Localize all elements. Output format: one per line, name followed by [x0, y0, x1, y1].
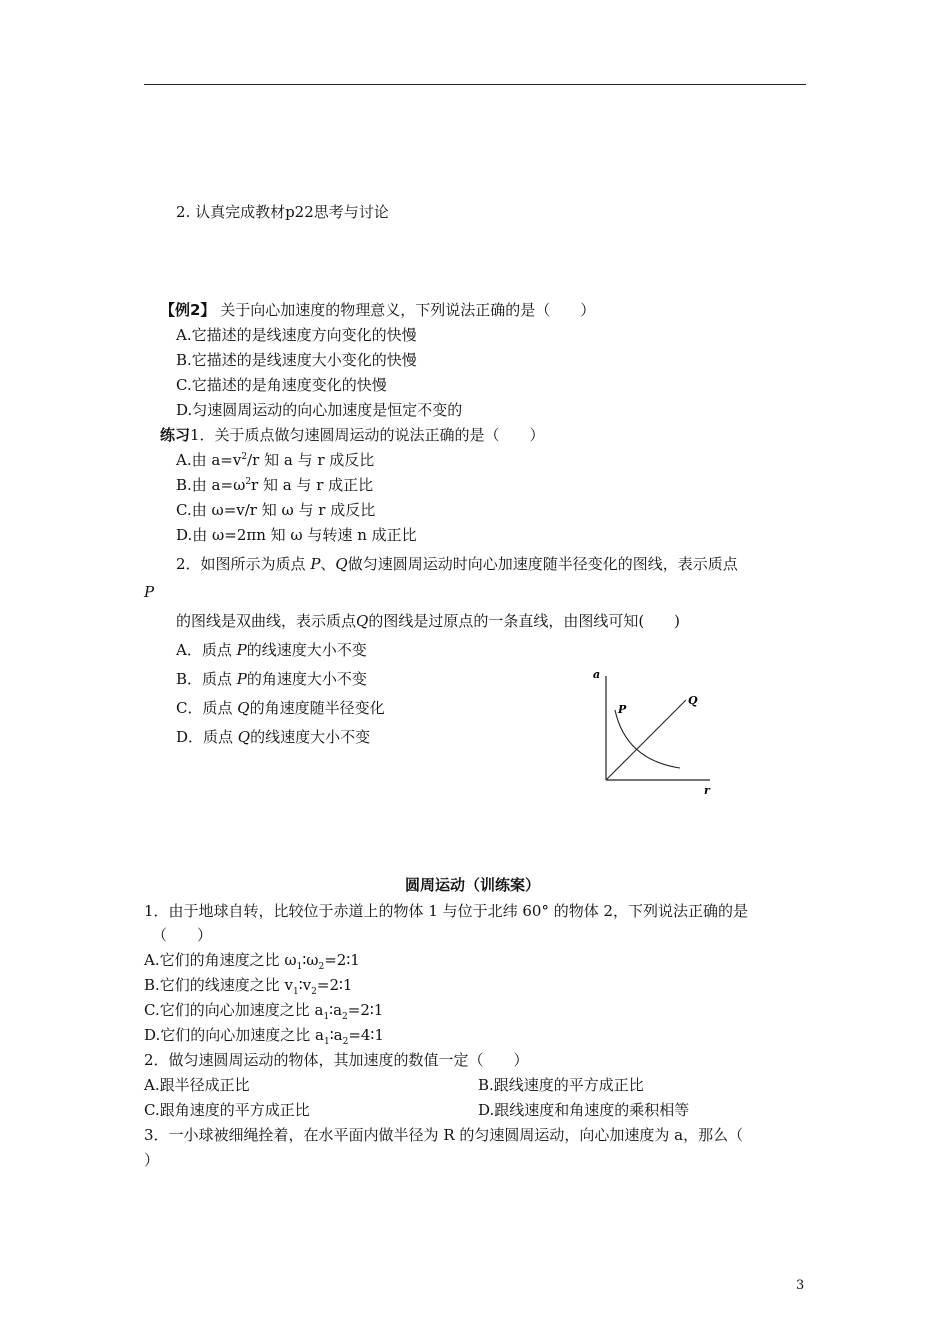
training-title: 圆周运动（训练案）	[405, 876, 541, 894]
practice-q1-option-d: D.由 ω=2πn 知 ω 与转速 n 成正比	[176, 526, 417, 544]
example2-question: 关于向心加速度的物理意义，下列说法正确的是（ ）	[215, 301, 596, 319]
practice-q1-option-c: C.由 ω=v/r 知 ω 与 r 成反比	[176, 501, 376, 519]
text: 的图线是过原点的一条直线，由图线可知( )	[368, 612, 681, 630]
text: B.它们的线速度之比 v	[144, 976, 294, 994]
var-q: Q	[356, 612, 369, 630]
text: 2．如图所示为质点	[176, 555, 311, 573]
training-q2-option-c: C.跟角速度的平方成正比	[144, 1101, 310, 1119]
text: A．质点	[176, 641, 237, 659]
practice-q2-option-c	[176, 698, 385, 718]
y-axis-label: a	[593, 668, 601, 681]
option-text: /r 知 a 与 r 成反比	[247, 451, 375, 469]
subscript: 2	[342, 1037, 349, 1047]
training-q2-option-b: B.跟线速度的平方成正比	[478, 1076, 644, 1094]
training-q1-line2: （ ）	[152, 926, 213, 944]
example2-option-c: C.它描述的是角速度变化的快慢	[176, 376, 387, 394]
example2-tag: 【例2】	[160, 301, 216, 319]
subscript: 1	[323, 1012, 330, 1022]
training-q3-line1: 3．一小球被细绳拴着，在水平面内做半径为 R 的匀速圆周运动，向心加速度为 a，那么（	[144, 1126, 744, 1144]
practice-q2-line1	[176, 554, 738, 574]
text: ∶ω	[302, 951, 319, 969]
text: C.它们的向心加速度之比 a	[144, 1001, 324, 1019]
acceleration-radius-graph	[588, 664, 728, 794]
var: P	[236, 670, 247, 688]
var-p: P	[310, 555, 321, 573]
training-q1-line1: 1．由于地球自转，比较位于赤道上的物体 1 与位于北纬 60° 的物体 2，下列说法正确的是	[144, 902, 749, 920]
text: ∶a	[329, 1001, 343, 1019]
example2-option-d: D.匀速圆周运动的向心加速度是恒定不变的	[176, 401, 463, 419]
subscript: 2	[342, 1012, 348, 1022]
example2-option-a: A.它描述的是线速度方向变化的快慢	[176, 326, 417, 344]
subscript: 2	[311, 987, 317, 997]
text: 的角速度大小不变	[246, 670, 367, 688]
option-text: r 知 a 与 r 成正比	[251, 476, 374, 494]
training-q2-stem: 2．做匀速圆周运动的物体，其加速度的数值一定（ ）	[144, 1051, 529, 1069]
training-q2-option-a: A.跟半径成正比	[144, 1076, 250, 1094]
example2-stem	[160, 300, 595, 320]
training-q1-option-a	[144, 950, 360, 970]
text: 、	[320, 555, 336, 573]
text: 的图线是双曲线，表示质点	[176, 612, 357, 630]
example2-option-b: B.它描述的是线速度大小变化的快慢	[176, 351, 417, 369]
var: P	[236, 641, 247, 659]
line-q-label: Q	[688, 694, 698, 707]
practice-tag: 练习	[160, 426, 191, 444]
practice-q1-stem	[160, 425, 545, 445]
training-q1-option-d	[144, 1025, 384, 1045]
practice-q2-option-a	[176, 640, 367, 660]
text: 的线速度大小不变	[250, 728, 371, 746]
text: ∶v	[298, 976, 312, 994]
superscript: 2	[241, 452, 248, 462]
subscript: 2	[318, 962, 325, 972]
option-text: B.由 a=ω	[176, 476, 246, 494]
text: =2∶1	[324, 951, 360, 969]
superscript: 2	[245, 477, 252, 487]
text: =2∶1	[347, 1001, 384, 1019]
training-q2-option-d: D.跟线速度和角速度的乘积相等	[478, 1101, 690, 1119]
practice-q2-option-d	[176, 727, 370, 747]
text: =4∶1	[348, 1026, 384, 1044]
practice-q2-line3	[176, 611, 680, 631]
training-q3-line2: ）	[144, 1151, 160, 1169]
var: Q	[237, 699, 250, 717]
training-q1-option-b	[144, 975, 352, 995]
text: D．质点	[176, 728, 238, 746]
top-item: 2. 认真完成教材p22思考与讨论	[176, 203, 389, 221]
text: B．质点	[176, 670, 237, 688]
page-number: 3	[796, 1278, 805, 1293]
text: 的线速度大小不变	[246, 641, 367, 659]
option-text: A.由 a=v	[176, 451, 242, 469]
practice-q2-line2: P	[144, 583, 155, 601]
x-axis-label: r	[704, 784, 710, 794]
practice-q1-question: 1．关于质点做匀速圆周运动的说法正确的是（ ）	[190, 426, 545, 444]
subscript: 1	[296, 962, 303, 972]
training-q1-option-c	[144, 1000, 383, 1020]
subscript: 1	[323, 1037, 330, 1047]
text: =2∶1	[316, 976, 353, 994]
var-q: Q	[335, 555, 348, 573]
practice-q2-option-b	[176, 669, 367, 689]
subscript: 1	[293, 987, 299, 997]
text: A.它们的角速度之比 ω	[144, 951, 297, 969]
text: D.它们的向心加速度之比 a	[144, 1026, 324, 1044]
practice-q1-option-b	[176, 475, 373, 495]
text: C．质点	[176, 699, 238, 717]
curve-p-label: P	[618, 703, 627, 716]
practice-q1-option-a	[176, 450, 374, 470]
text: ∶a	[329, 1026, 343, 1044]
text: 做匀速圆周运动时向心加速度随半径变化的图线，表示质点	[347, 555, 738, 573]
text: 的角速度随半径变化	[249, 699, 385, 717]
var: Q	[237, 728, 251, 746]
header-rule	[144, 84, 806, 85]
